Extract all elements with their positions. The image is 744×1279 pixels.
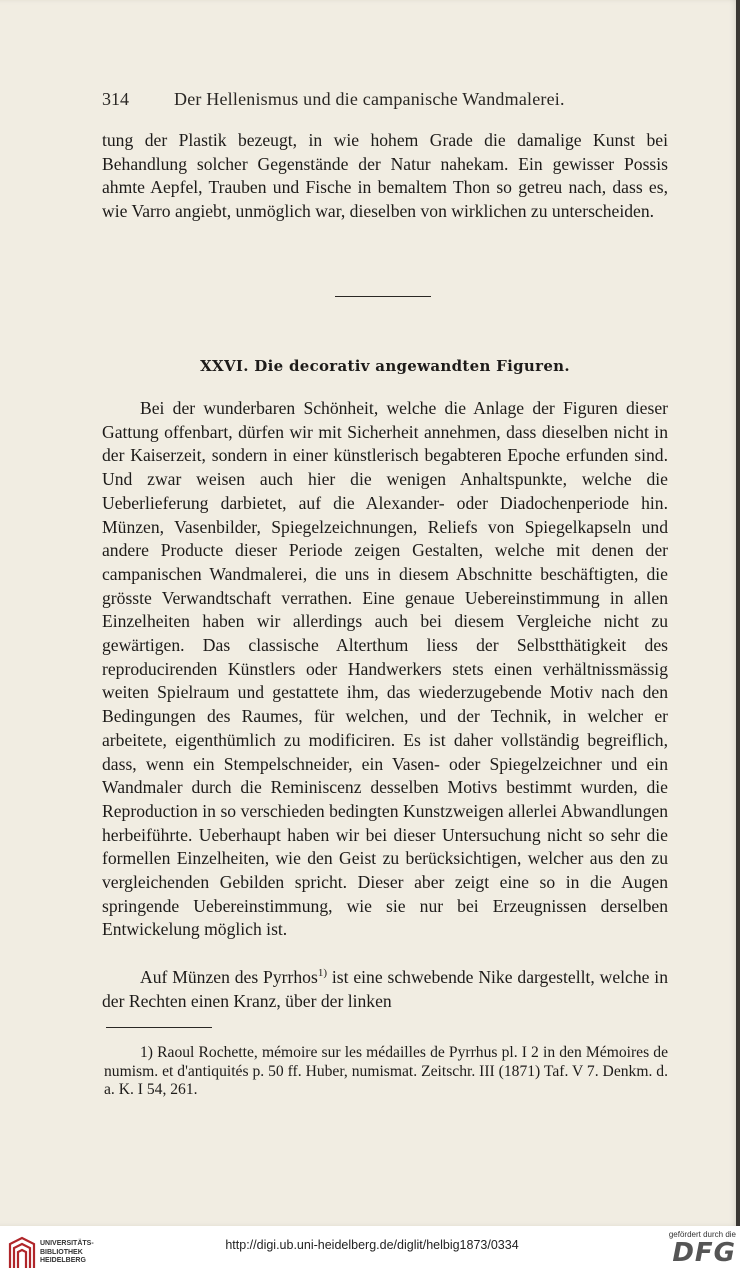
library-line-3: HEIDELBERG (40, 1257, 86, 1264)
paragraph-3 (102, 966, 668, 1013)
page-number: 314 (102, 89, 129, 109)
section-divider (335, 296, 431, 297)
running-title: Der Hellenismus und die campanische Wandmalerei. (174, 89, 565, 109)
funder-caption: gefördert durch die (668, 1230, 736, 1239)
footnote-marker[interactable]: 1) (317, 967, 327, 980)
footer (0, 1226, 744, 1279)
section-heading: XXVI. Die decorativ angewandten Figuren. (200, 357, 570, 375)
page-header (102, 89, 662, 113)
paragraph-2: Bei der wunderbaren Schönheit, welche die Anlage der Figuren dieser Gattung offenbart, dürfen wir mit Sicherheit annehmen, dass dieselben nicht in der Kaiserzeit, sondern in einer künstlerisch begabteren Epoche erfunden sind. Und zwar weisen auch hier die wenigen Anhaltspunkte, welche die Ueberlieferung darbietet, auf die Alexander- oder Diadochenperiode hin. Münzen, Vasenbilder, Spiegelzeichnungen, Reliefs von Spiegelkapseln und andere Producte dieser Periode zeigen Gestalten, welche mit denen der campanischen Wandmalerei, die uns in diesem Abschnitte beschäftigten, die grösste Verwandtschaft verrathen. Eine genaue Uebereinstimmung in allen Einzelheiten haben wir allerdings auch bei diesem Vergleiche nicht zu gewärtigen. Das classische Alterthum liess der Selbstthätigkeit des reproducirenden Künstlers oder Handwerkers stets einen verhältnissmässig weiten Spielraum und gestattete ihm, das wiederzugebende Motiv nach den Bedingungen des Raumes, für welchen, und der Technik, in welcher er arbeitete, eigenthümlich zu modificiren. Es ist daher vollständig begreiflich, dass, wenn ein Stempelschneider, ein Vasen- oder Spiegelzeichner und ein Wandmaler durch die Reminiscenz desselben Motivs bestimmt wurden, die Reproduction in so verschieden bedingten Kunstzweigen allerlei Abwandlungen herbeiführte. Ueberhaupt haben wir bei dieser Untersuchung nicht so sehr die formellen Einzelheiten, wie den Geist zu berücksichtigen, welcher aus den zu vergleichenden Gebilden spricht. Dieser aber zeigt eine so in die Augen springende Uebereinstimmung, wie sie nur bei Erzeugnissen derselben Entwickelung möglich ist. (102, 398, 668, 940)
footnote: 1) Raoul Rochette, mémoire sur les médailles de Pyrrhus pl. I 2 in den Mémoires de numism. et d'antiquités p. 50 ff. Huber, numismat. Zeitschr. III (1871) Taf. V 7. Denkm. d. a. K. I 54, 261. (104, 1044, 668, 1098)
paragraph-3-start: Auf Münzen des Pyrrhos (140, 967, 318, 987)
paragraph-3-end: ist eine schwebende Nike dargestellt, welche in der Rechten einen Kranz, über der linken (102, 967, 668, 1011)
library-line-1: UNIVERSITÄTS- (40, 1240, 94, 1247)
funder-logo[interactable] (646, 1230, 736, 1267)
paragraph-1: tung der Plastik bezeugt, in wie hohem Grade die damalige Kunst bei Behandlung solcher Gegenstände der Natur nahekam. Ein gewisser Possis ahmte Aepfel, Trauben und Fische in bemaltem Thon so getreu nach, dass es, wie Varro angiebt, unmöglich war, dieselben von wirklichen zu unterscheiden. (102, 130, 668, 222)
dfg-logo: DFG (672, 1238, 736, 1268)
footnote-divider (106, 1027, 212, 1028)
source-url[interactable]: http://digi.ub.uni-heidelberg.de/diglit/helbig1873/0334 (225, 1238, 519, 1252)
library-line-2: BIBLIOTHEK (40, 1248, 83, 1256)
